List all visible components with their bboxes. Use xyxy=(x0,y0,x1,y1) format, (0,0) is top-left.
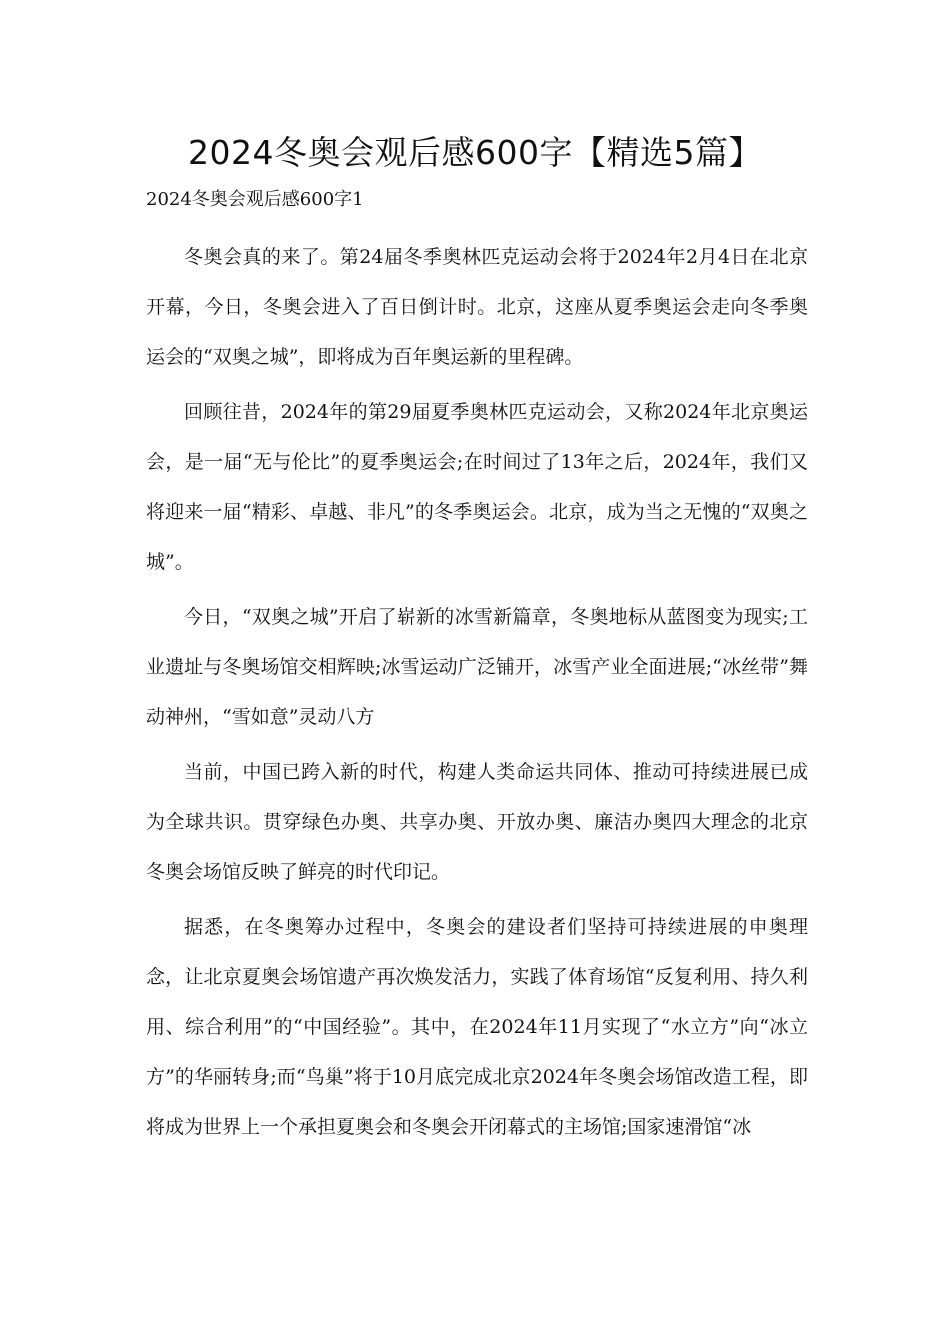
paragraph-3: 今日，“双奥之城”开启了崭新的冰雪新篇章，冬奥地标从蓝图变为现实;工业遗址与冬奥场馆交相辉映;冰雪运动广泛铺开，冰雪产业全面进展;“冰丝带”舞动神州，“雪如意”灵动八方 xyxy=(146,606,808,728)
document-body xyxy=(146,232,808,1157)
document-title: 2024冬奥会观后感600字【精选5篇】 xyxy=(188,133,762,172)
paragraph-4: 当前，中国已跨入新的时代，构建人类命运共同体、推动可持续进展已成为全球共识。贯穿绿色办奥、共享办奥、开放办奥、廉洁办奥四大理念的北京冬奥会场馆反映了鲜亮的时代印记。 xyxy=(146,761,808,883)
paragraph-5: 据悉，在冬奥筹办过程中，冬奥会的建设者们坚持可持续进展的申奥理念，让北京夏奥会场馆遗产再次焕发活力，实践了体育场馆“反复利用、持久利用、综合利用”的“中国经验”。其中，在2024年11月实现了“水立方”向“冰立方”的华丽转身;而“鸟巢”将于10月底完成北京2024年冬奥会场馆改造工程，即将成为世界上一个承担夏奥会和冬奥会开闭幕式的主场馆;国家速滑馆“冰 xyxy=(146,916,808,1138)
paragraph-2: 回顾往昔，2024年的第29届夏季奥林匹克运动会，又称2024年北京奥运会，是一届“无与伦比”的夏季奥运会;在时间过了13年之后，2024年，我们又将迎来一届“精彩、卓越、非凡”的冬季奥运会。北京，成为当之无愧的“双奥之城”。 xyxy=(146,401,808,573)
section-heading: 2024冬奥会观后感600字1 xyxy=(146,189,364,210)
paragraph-1: 冬奥会真的来了。第24届冬季奥林匹克运动会将于2024年2月4日在北京开幕，今日，冬奥会进入了百日倒计时。北京，这座从夏季奥运会走向冬季奥运会的“双奥之城”，即将成为百年奥运新的里程碑。 xyxy=(146,246,808,368)
